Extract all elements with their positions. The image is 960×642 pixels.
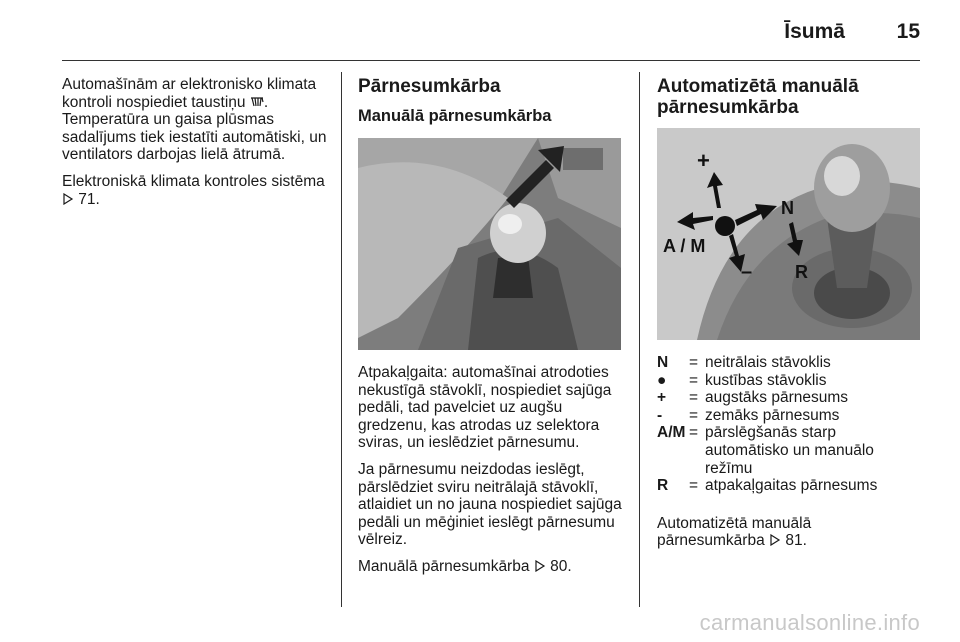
paragraph-climate-ref: Elektroniskā klimata kontroles sistēma 71. (62, 172, 325, 208)
automated-gear-lever-illustration (657, 128, 920, 340)
heading-automated-manual: Automatizētā manuālā pārnesumkārba (657, 76, 859, 118)
paragraph-manual-ref: Manuālā pārnesumkārba 80. (358, 557, 572, 575)
page-ref-arrow-icon (534, 560, 546, 572)
legend-row: R = atpakaļgaitas pārnesums (657, 477, 878, 495)
legend-row: N = neitrālais stāvoklis (657, 354, 831, 371)
watermark-brand: carmanualsonline.info (699, 610, 920, 635)
page-ref-arrow-icon (769, 534, 781, 546)
figure-label-plus: + (697, 148, 710, 173)
page-number: 15 (896, 20, 920, 43)
column-divider-2 (639, 72, 640, 607)
legend-row: ● = kustības stāvoklis (657, 371, 827, 389)
section-title: Īsumā (784, 20, 845, 43)
figure-label-r: R (795, 262, 808, 282)
fan-icon (250, 96, 264, 108)
manual-gear-lever-illustration (358, 138, 621, 350)
page-ref-arrow-icon (62, 193, 74, 205)
legend-row: + = augstāks pārnesums (657, 389, 849, 407)
column-right (657, 76, 923, 559)
paragraph-reverse: Atpakaļgaita: automašīnai atrodoties nekustīgā stāvoklī, nospiediet sajūga pedāli, tad pavelciet uz augšu gredzenu, kas atrodas uz selektora sviras, un ieslēdziet pārnesumu. (358, 364, 612, 452)
gear-legend (657, 354, 923, 495)
heading-transmission: Pārnesumkārba (358, 76, 501, 97)
paragraph-climate-auto: Automašīnām ar elektronisko klimata kontroli nospiediet taustiņu . Temperatūra un gaisa plūsmas sadalījums tiek iestatīti automātiski, un ventilators darbojas lielā ātrumā. (62, 76, 327, 164)
legend-row: A/M = pārslēgšanās starp automātisko un manuālo režīmu (657, 424, 874, 477)
header-divider (62, 60, 920, 61)
figure-label-minus: – (741, 261, 753, 283)
subheading-manual-transmission: Manuālā pārnesumkārba (358, 107, 552, 125)
figure-label-n: N (781, 198, 794, 218)
column-divider-1 (341, 72, 342, 607)
paragraph-gear-not-engaging: Ja pārnesumu neizdodas ieslēgt, pārslēdziet sviru neitrālajā stāvoklī, atlaidiet un no jauna nospiediet sajūga pedāli un mēģiniet ieslēgt pārnesumu vēlreiz. (358, 460, 622, 549)
column-middle (358, 76, 624, 585)
figure-label-am: A / M (663, 236, 706, 256)
column-left (62, 76, 330, 217)
legend-row: - = zemāks pārnesums (657, 406, 840, 424)
page-header (0, 0, 960, 62)
paragraph-automated-ref: Automatizētā manuālā pārnesumkārba 81. (657, 514, 812, 550)
